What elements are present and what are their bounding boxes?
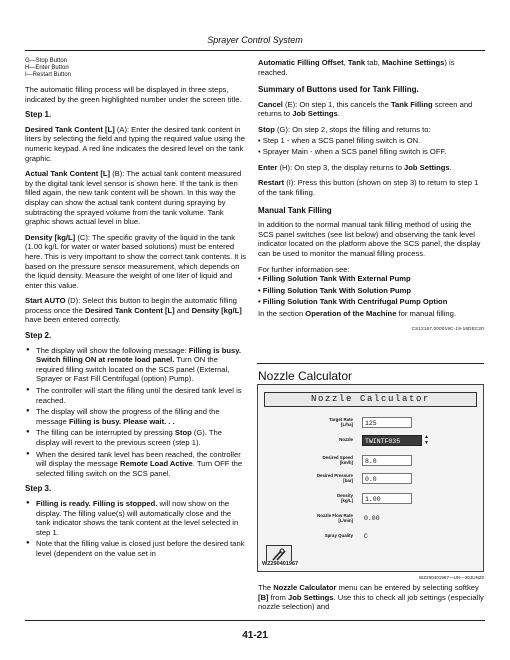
screen-title: Nozzle Calculator xyxy=(264,392,477,407)
continued-text: Automatic Filling Offset, Tank tab, Machine Settings) is reached. xyxy=(258,58,455,77)
further-info: For further information see: xyxy=(258,264,350,274)
density-label: Density [kg/L] xyxy=(337,493,353,503)
list-item: • Filling Solution Tank With Solution Pump xyxy=(258,285,412,295)
nozzle-paragraph: The Nozzle Calculator menu can be entered by selecting softkey [B] from Job Settings. Use this to check all job settings (especially nozzle selection) and xyxy=(258,583,484,612)
nozzle-spinner[interactable] xyxy=(424,434,432,447)
step2-heading: Step 2. xyxy=(25,331,52,341)
step3-list xyxy=(25,499,247,559)
row-target-rate xyxy=(258,416,485,432)
desired-speed-label: Desired Speed [km/h] xyxy=(322,455,353,465)
stop-list xyxy=(258,136,484,157)
list-item: ● Note that the filling value is closed just before the desired tank level (dependent on the value set in xyxy=(36,539,247,558)
header-rule xyxy=(25,50,485,51)
desired-speed-field[interactable]: 8.0 xyxy=(362,455,412,466)
list-item: ● The filling can be interrupted by pressing Stop (G). The display will revert to the previous screen (step 1). xyxy=(36,428,247,447)
cancel-paragraph: Cancel (E): On step 1, this cancels the Tank Filling screen and returns to Job Settings. xyxy=(258,99,473,119)
spray-quality-value: C xyxy=(364,533,368,540)
figure-tag: WZ290401967 xyxy=(262,561,299,567)
enter-paragraph: Enter (H): On step 3, the display returns to Job Settings. xyxy=(258,162,452,172)
caption-i: I—Restart Button xyxy=(25,72,72,78)
spray-quality-label: Spray Quality xyxy=(324,533,353,538)
section-reference: In the section Operation of the Machine for manual filling. xyxy=(258,308,456,318)
arrow-down-icon[interactable]: ▼ xyxy=(424,440,429,446)
arrow-up-icon[interactable]: ▲ xyxy=(424,434,429,440)
row-desired-speed xyxy=(258,454,485,470)
summary-heading: Summary of Buttons used for Tank Filling. xyxy=(258,85,419,95)
density-field[interactable]: 1.00 xyxy=(362,493,412,504)
restart-paragraph: Restart (I): Press this button (shown on step 3) to return to step 1 of the tank filling. xyxy=(258,178,479,197)
caption-h: H—Enter Button xyxy=(25,65,69,71)
nozzle-label: Nozzle xyxy=(339,437,353,442)
step3-heading: Step 3. xyxy=(25,484,52,494)
figure-captions xyxy=(25,58,247,79)
row-nozzle-flow-rate xyxy=(258,512,485,528)
step2-list xyxy=(25,346,247,479)
right-column xyxy=(258,58,484,340)
row-desired-pressure xyxy=(258,472,485,488)
list-item: ● When the desired tank level has been reached, the controller will display the message Remote Load Active. Turn OFF the selected filling switch on the SCS panel. xyxy=(36,450,247,479)
manual-paragraph: In addition to the normal manual tank filling method of using the SCS panel switches (see list below) and observing the tank level indicator located on the platform above the SCS panel, the display can be used to monitor the manual filling process. xyxy=(258,220,481,258)
density-paragraph: Density [kg/L] (C): The specific gravity of the liquid in the tank (1.00 kg/L for water or water based solutions) must be entered here. This is very important to show the correct tank contents. It is based on the pressure sensor measurement, which depends on the liquid density. Measure the weight of one liter of liquid and enter this value. xyxy=(25,232,247,290)
desired-pressure-label: Desired Pressure [bar] xyxy=(316,473,353,483)
further-list xyxy=(258,274,484,307)
running-header: Sprayer Control System xyxy=(207,35,303,45)
list-item: ● The display will show the progress of the filling and the message Filling is busy. Please wait. . . xyxy=(36,407,247,426)
list-item: • Sprayer Main - when a SCS panel filling switch is OFF. xyxy=(258,147,447,157)
manual-heading: Manual Tank Filling xyxy=(258,205,332,215)
intro-paragraph: The automatic filling process will be displayed in three steps, indicated by the green highlighted number under the screen title. xyxy=(25,85,242,104)
row-density xyxy=(258,492,485,508)
stop-paragraph: Stop (G): On step 2, stops the filling and returns to: xyxy=(258,124,431,134)
list-item: • Filling Solution Tank With External Pump xyxy=(258,274,411,284)
target-rate-label: Target Rate [L/ha] xyxy=(329,417,353,427)
list-item: • Step 1 - when a SCS panel filling switch is ON. xyxy=(258,135,421,145)
step1-heading: Step 1. xyxy=(25,110,52,120)
start-auto-paragraph: Start AUTO (D): Select this button to begin the automatic filling process once the Desired Tank Content [L] and Density [kg/L] have been entered correctly. xyxy=(25,296,242,325)
list-item: ● Filling is ready. Filling is stopped. will now show on the display. The filling value(s) will automatically close and the tank indicator shows the tank content at the level selected in step 1. xyxy=(36,499,247,537)
desired-pressure-field[interactable]: 0.0 xyxy=(362,473,412,484)
list-item: ● The display will show the following message: Filling is busy. Switch filling ON at remote load panel. Turn ON the required filling switch located on the SCS panel (External, Sprayer or Fast Fill Centrifugal (option) Pump). xyxy=(36,346,247,384)
list-item: ● The controller will start the filling until the desired tank level is reached. xyxy=(36,386,247,405)
row-nozzle xyxy=(258,434,485,450)
nozzle-select[interactable]: TWINTF035 xyxy=(362,435,422,446)
list-item: • Filling Solution Tank With Centrifugal Pump Option xyxy=(258,297,448,307)
figure-reference: WZ290401967—UN—30JUN20 xyxy=(418,575,484,580)
target-rate-field[interactable]: 125 xyxy=(362,417,412,428)
caption-g: G—Stop Button xyxy=(25,58,68,64)
section-rule xyxy=(257,363,484,364)
nozzle-calculator-screen xyxy=(257,384,484,572)
nozzle-calculator-heading: Nozzle Calculator xyxy=(258,369,353,383)
document-reference: CS12167,000019C-19-16DEC20 xyxy=(411,326,484,332)
row-spray-quality xyxy=(258,530,485,546)
footer-rule xyxy=(25,620,485,621)
left-column xyxy=(25,58,247,565)
desired-tank-paragraph: Desired Tank Content [L] (A): Enter the desired tank content in liters by selecting the field and typing the required value using the numeric keypad. A red line indicates the desired level on the tank graphic. xyxy=(25,124,245,163)
nozzle-flow-rate-label: Nozzle Flow Rate [L/min] xyxy=(317,513,353,523)
page-number: 41-21 xyxy=(242,630,268,641)
actual-tank-paragraph: Actual Tank Content [L] (B): The actual tank content measured by the digital tank level sensor is shown here. If the tank is then filled again, the new tank content will be shown. In this way the display can show the actual tank content during spraying by subtracting the sprayed volume from the tank volume. Tank graphic shows actual level in blue. xyxy=(25,169,242,227)
nozzle-flow-rate-value: 0.00 xyxy=(364,515,380,522)
